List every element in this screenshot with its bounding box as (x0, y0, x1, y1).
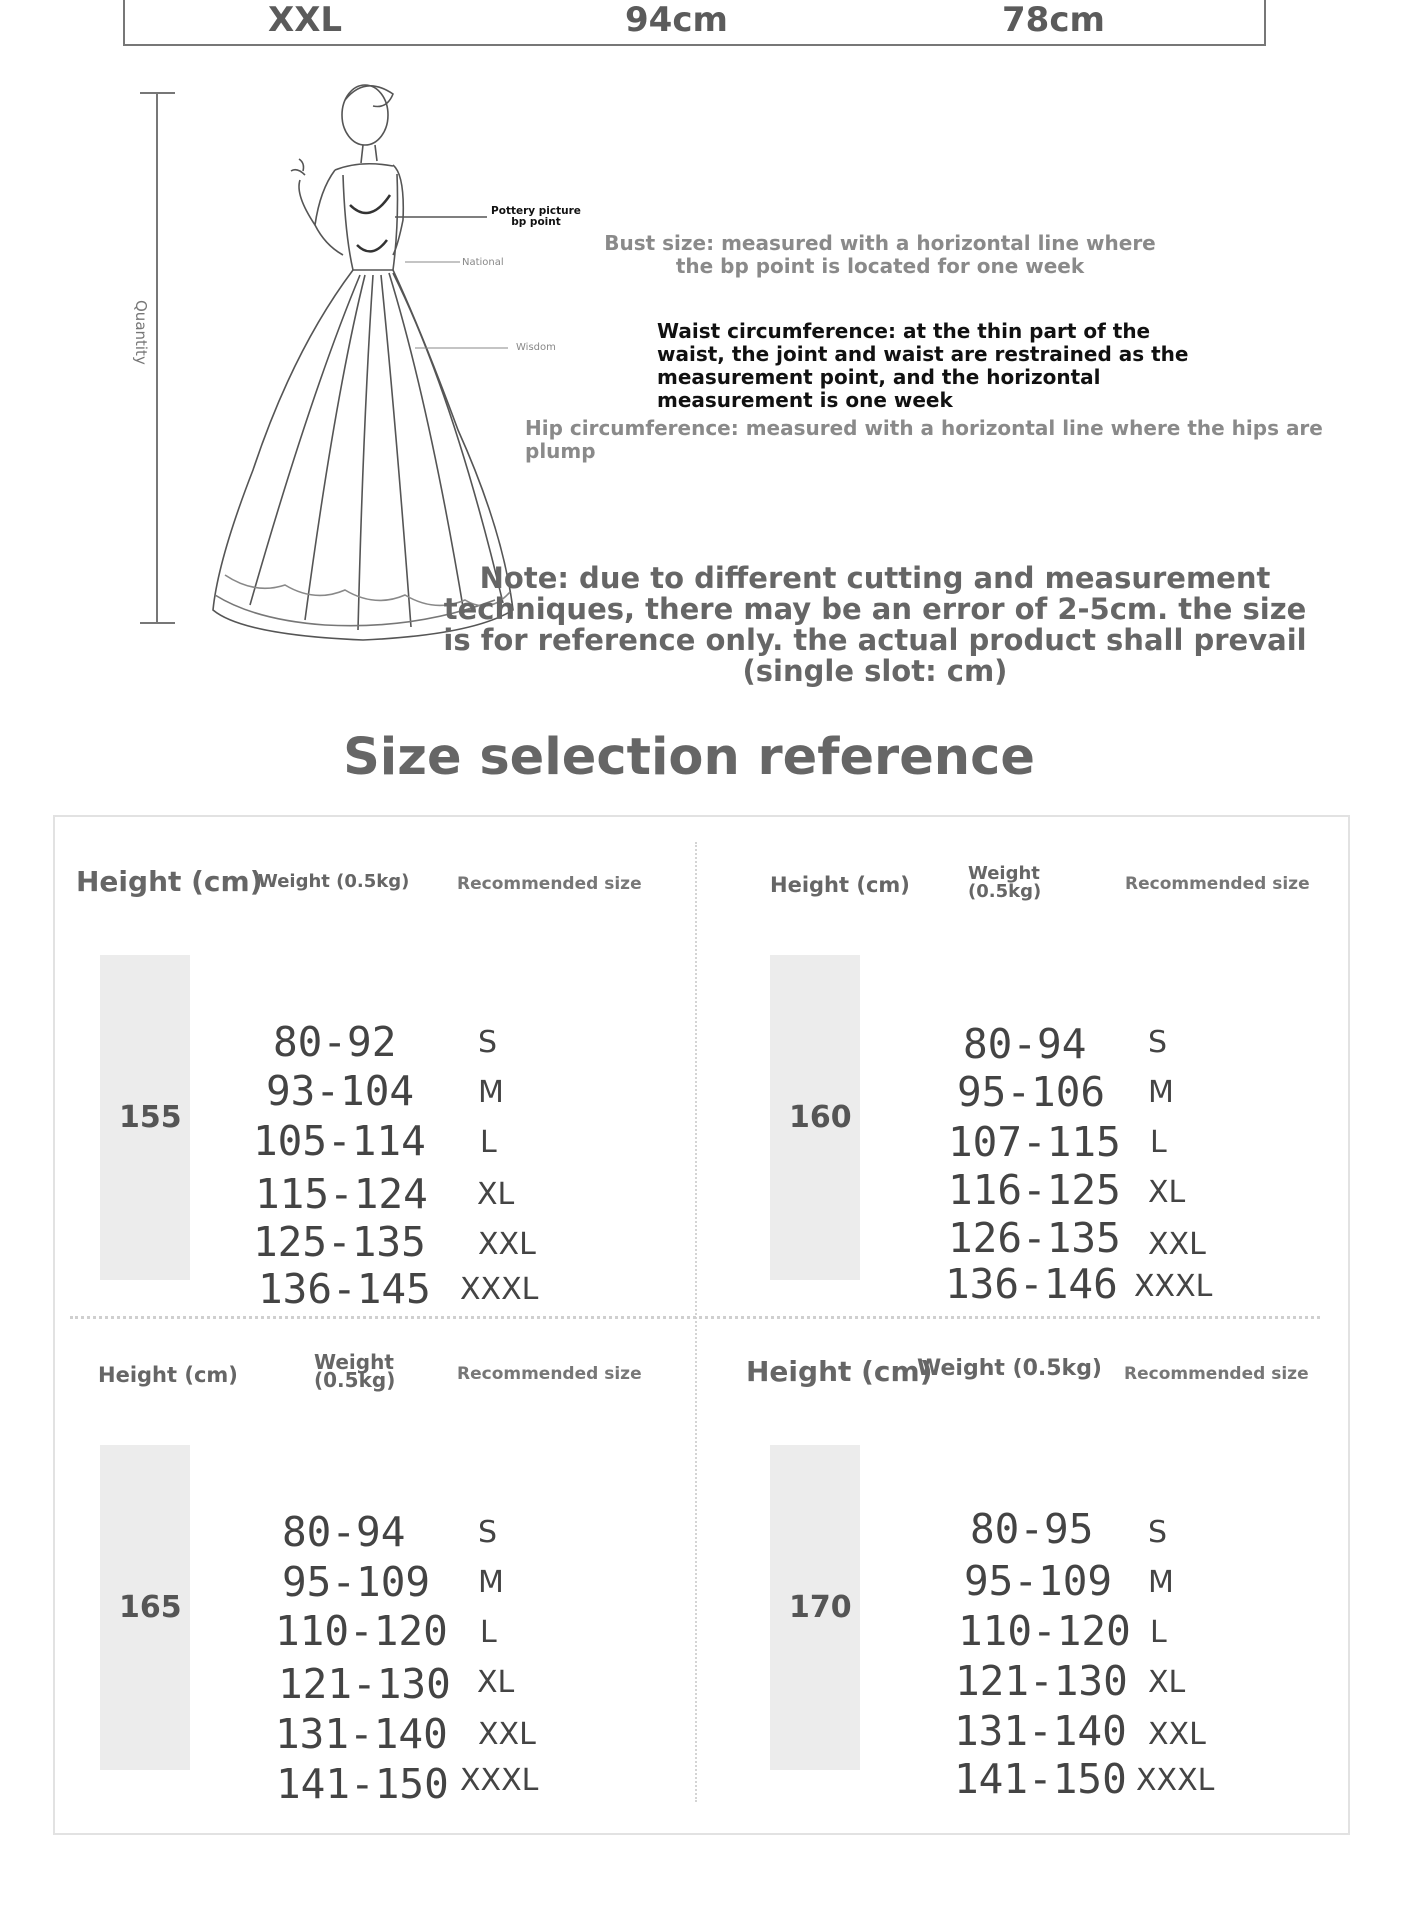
height-header: Height (cm) (746, 1355, 933, 1388)
size-value: S (478, 1515, 498, 1550)
size-value: L (480, 1125, 497, 1160)
measurement-waist: 78cm (1002, 0, 1105, 40)
weight-range: 115-124 (255, 1170, 428, 1218)
weight-range: 110-120 (275, 1607, 448, 1655)
size-label: XXL (268, 0, 343, 40)
height-header: Height (cm) (76, 865, 263, 898)
size-value: L (480, 1615, 497, 1650)
measurement-note: Note: due to different cutting and measurement techniques, there may be an error of 2-5cm. the size is for reference only. the actual product shall prevail (single slot: cm) (443, 561, 1307, 688)
size-block-170 (740, 1345, 1380, 1825)
size-value: XXXL (1134, 1269, 1213, 1304)
weight-range: 95-109 (964, 1557, 1113, 1605)
size-value: XXL (1148, 1717, 1206, 1752)
height-value: 170 (789, 1590, 852, 1625)
size-block-155 (70, 855, 710, 1335)
size-value: S (478, 1025, 498, 1060)
height-value: 155 (119, 1100, 182, 1135)
size-block-160 (740, 855, 1380, 1335)
national-label: National (462, 257, 504, 268)
size-value: XXXL (460, 1272, 539, 1307)
size-value: L (1150, 1615, 1167, 1650)
weight-range: 141-150 (954, 1755, 1127, 1803)
size-value: S (1148, 1515, 1168, 1550)
section-title: Size selection reference (343, 728, 1035, 787)
weight-header: Weight (0.5kg) (258, 871, 410, 892)
weight-header: Weight (0.5kg) (314, 1350, 396, 1392)
bp-point-callout: Pottery picture bp point (491, 205, 581, 228)
weight-range: 136-146 (945, 1260, 1118, 1308)
weight-header: Weight (0.5kg) (968, 863, 1042, 902)
height-value: 160 (789, 1100, 852, 1135)
size-value: S (1148, 1025, 1168, 1060)
weight-range: 95-109 (282, 1558, 431, 1606)
size-value: XL (1148, 1175, 1186, 1210)
size-value: XXL (478, 1227, 536, 1262)
size-value: XXXL (1136, 1763, 1215, 1798)
quantity-label: Quantity (132, 300, 150, 365)
weight-range: 126-135 (948, 1214, 1121, 1262)
measurement-bust: 94cm (625, 0, 728, 40)
size-value: L (1150, 1125, 1167, 1160)
size-value: M (1148, 1565, 1174, 1600)
recommended-size-header: Recommended size (457, 1364, 642, 1384)
size-value: XXXL (460, 1763, 539, 1798)
size-value: XL (477, 1665, 515, 1700)
size-value: M (1148, 1075, 1174, 1110)
bust-description: Bust size: measured with a horizontal line where the bp point is located for one week (604, 231, 1156, 278)
size-value: M (478, 1075, 504, 1110)
weight-range: 121-130 (955, 1657, 1128, 1705)
weight-range: 141-150 (276, 1760, 449, 1808)
weight-range: 107-115 (948, 1118, 1121, 1166)
height-header: Height (cm) (770, 873, 910, 897)
size-row-xxl (123, 0, 1266, 46)
size-value: XXL (1148, 1227, 1206, 1262)
size-block-165 (70, 1345, 710, 1825)
weight-range: 105-114 (253, 1117, 426, 1165)
weight-range: 80-94 (963, 1020, 1087, 1068)
weight-range: 116-125 (948, 1166, 1121, 1214)
recommended-size-header: Recommended size (457, 874, 642, 894)
weight-range: 121-130 (278, 1660, 451, 1708)
weight-range: 110-120 (958, 1607, 1131, 1655)
weight-range: 131-140 (954, 1707, 1127, 1755)
weight-range: 95-106 (957, 1068, 1106, 1116)
weight-range: 136-145 (258, 1265, 431, 1313)
hip-description: Hip circumference: measured with a horizontal line where the hips are plump (525, 416, 1323, 463)
size-value: XXL (478, 1717, 536, 1752)
weight-range: 80-94 (282, 1508, 406, 1556)
size-value: M (478, 1565, 504, 1600)
waist-description: Waist circumference: at the thin part of the waist, the joint and waist are restrained as the measurement point, and the horizontal measurement is one week (657, 319, 1189, 412)
weight-range: 131-140 (275, 1710, 448, 1758)
weight-range: 93-104 (266, 1067, 415, 1115)
wisdom-label: Wisdom (516, 342, 556, 353)
height-header: Height (cm) (98, 1363, 238, 1387)
recommended-size-header: Recommended size (1124, 1364, 1309, 1384)
weight-header: Weight (0.5kg) (917, 1356, 1102, 1381)
weight-range: 80-95 (970, 1505, 1094, 1553)
recommended-size-header: Recommended size (1125, 874, 1310, 894)
size-value: XL (1148, 1665, 1186, 1700)
weight-range: 80-92 (273, 1018, 397, 1066)
height-value: 165 (119, 1590, 182, 1625)
weight-range: 125-135 (253, 1218, 426, 1266)
size-value: XL (477, 1177, 515, 1212)
